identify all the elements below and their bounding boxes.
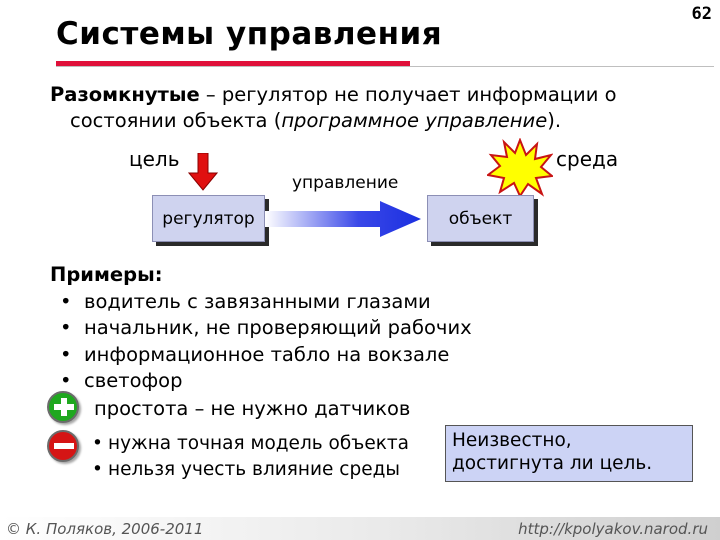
intro-line-2 [50,108,710,134]
list-item: • информационное табло на вокзале [50,342,472,369]
object-label: объект [448,208,513,229]
control-label: управление [292,173,399,193]
footer-url: http://kpolyakov.narod.ru [518,520,708,538]
list-item: • светофор [50,368,472,395]
footer-copyright: © К. Поляков, 2006-2011 [6,520,204,538]
slide-number: 62 [691,4,712,24]
environment-label: среда [556,147,619,171]
goal-arrow-icon [188,153,218,191]
plus-icon [47,391,79,423]
environment-burst-icon [487,138,553,198]
examples-section [50,262,472,395]
list-item: • нужна точная модель объекта [92,431,409,457]
regulator-block [152,195,265,242]
regulator-label: регулятор [162,208,255,229]
note-box [445,425,693,482]
object-block [427,195,534,242]
intro-text-3: ). [547,109,562,132]
list-item: • нельзя учесть влияние среды [92,457,409,483]
list-item: • водитель с завязанными глазами [50,289,472,316]
pros-text: простота – не нужно датчиков [94,397,411,420]
intro-term: Разомкнутые [50,83,200,106]
goal-label: цель [129,147,180,171]
intro-paragraph [50,82,710,134]
page-title: Системы управления [56,16,443,52]
intro-text-2: состоянии объекта ( [70,109,282,132]
minus-icon [47,430,79,462]
list-item: • начальник, не проверяющий рабочих [50,315,472,342]
intro-emphasis: программное управление [281,109,548,132]
control-arrow-icon [265,199,425,239]
note-line-2: достигнута ли цель. [452,453,653,474]
cons-list [92,431,409,483]
examples-heading: Примеры: [50,263,163,286]
examples-list [50,289,472,395]
intro-text-1: – регулятор не получает информации о [199,83,617,106]
note-line-1: Неизвестно, [452,430,572,451]
title-divider [56,66,714,67]
